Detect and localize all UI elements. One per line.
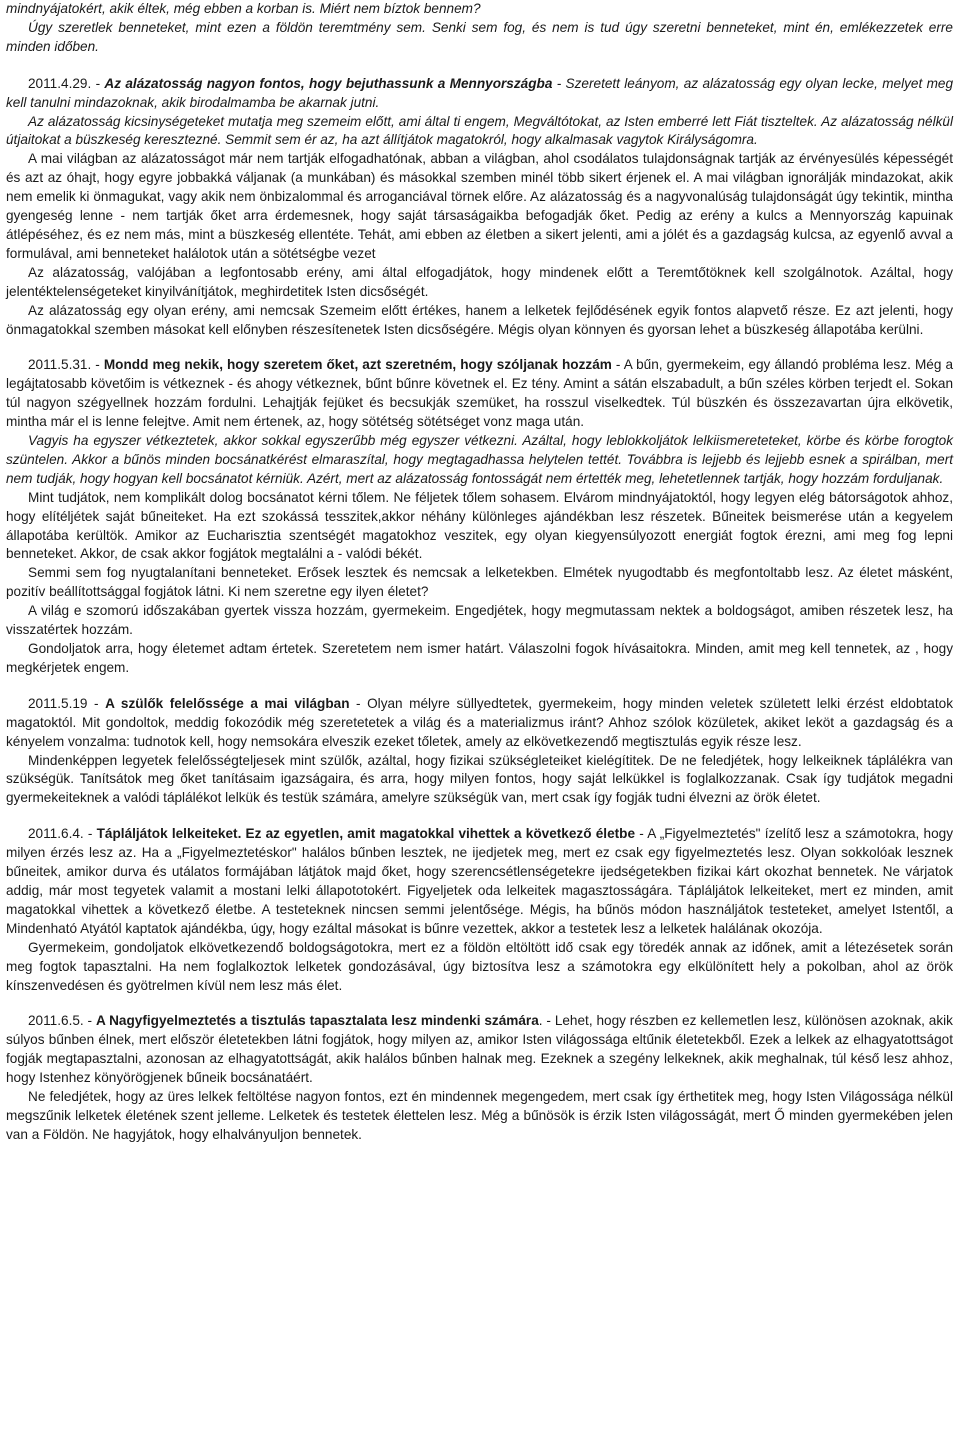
section-1-paragraph: A mai világban az alázatosságot már nem tartják elfogadhatónak, abban a világban, ahol csodálatos tulajdonságnak tartják az érvényesülés képességét és azt az óhajt, hogy egyre jobbakká váljanak (a munkában) és másokkal szemben minél több sikert érjenek el. A mai világban ignorálják mindazokat, akik nem emelik ki önmagukat, vagy akik nem önbizalommal és arroganciával törnek előre. Az alázatosság és a nagyvonalúság tulajdonságát úgy tekintik, mintha gyengeség lenne - nem tartják őket arra érdemesnek, hogy saját társaságaikba befogadják őket. Pedig az erény a kulcs a Mennyország kapuinak átlépéséhez, és ez nem más, mint a büszkeség ellentéte. Tehát, ami ebben az életben a sikert jelenti, ami a jólét és a gazdagság kulcsa, az egyenlő avval a formulával, ami benneteket halálotok után a sötétségbe vezet [6, 151, 953, 261]
intro-line-1: mindnyájatokért, akik éltek, még ebben a korban is. Miért nem bíztok bennem? [6, 1, 481, 16]
section-1-paragraph: Az alázatosság egy olyan erény, ami nemcsak Szemeim előtt értékes, hanem a lelketek fejlődésének egyik fontos alapvető része. Ez azt jelenti, hogy önmagatokkal szemben másokat kell előnyben részesítenetek Isten dicsőségére. Mégis olyan könnyen és gyorsan lehet a büszkeség állapotába kerülni. [6, 302, 953, 337]
section-2-lead [6, 356, 953, 432]
section-4-date: 2011.6.4. - [28, 826, 97, 842]
section-5-lead-text: . - Lehet, hogy részben ez kellemetlen lesz, különösen azoknak, akik súlyos bűnben élnek, mert először életetekben látni fogjátok, hogy milyen az, amikor Isten világossága eltűnik életetekből. Ezek a lelkek az elhagyatottságot fogják megtapasztalni, azonosan az elhagyatottságát, akik halálos bűnben halnak meg. Ezeknek a szegény lelkeknek, akik meghalnak, túl késő lesz ahhoz, hogy Istenhez könyörögjenek bűneik bocsánatáért. [6, 1013, 953, 1086]
section-2-lead-text: - A bűn, gyermekeim, egy állandó probléma lesz. Még a legájtatosabb követőim is vétkeznek - és ahogy vétkeznek, bűnt bűnre követnek el. Ez tény. Amint a sátán elszabadult, a bűn széles körben terjedt el. Sokan túl nagyon szégyellnek hozzám fordulni. Lehajtják fejüket és becsukják szemüket, ha rosszul viselkedtek. Túl büszkén és összezavartan újra elkövetik, mintha már el is lenne felejtve. Amit nem értenek, az, hogy sötétség sötétséget vonz maga után. [6, 357, 954, 430]
section-4-lead-text: - A „Figyelmeztetés" ízelítő lesz a számotokra, hogy milyen érzés lesz az. Ha a „Figyelmeztetéskor" halálos bűnben lesztek, ne ijedjetek meg, mert ez csak egy figyelmeztetés lesz. Olyan sokkolóak lesznek bűneitek, amikor durva és utálatos formájában látjátok majd őket, hogy szerencsétlenségetekre ijedségetekben fizikai kárt okozhat bennetek. Ne várjatok addig, már most tegyetek valamit a mostani lelki állapototokért. Figyeljetek oda lelkeitek magasztosságára. Tápláljátok lelkeiteket, mert ez minden, amit magatokkal vihettek a következő életbe. A testeteknek nincsen semmi jelentősége. Mégis, ha bűnös módon használjátok testeteket, amelyet Istentől, a Mindenható Atyától kaptatok ajándékba, úgy, hogy ezáltal másokat is bűnre vezettek, akkor a testetek lesz a lelketek halálának okozója. [6, 826, 954, 936]
section-5-title: A Nagyfigyelmeztetés a tisztulás tapasztalata lesz mindenki számára [95, 1013, 539, 1029]
section-5-paragraph: Ne feledjétek, hogy az üres lelkek feltöltése nagyon fontos, ezt én mindennek megengedem, mert csak így érthetitek meg, hogy Isten Világossága nélkül megszűnik lelketek életének szent jelleme. Lelketek és testetek élettelen lesz. Még a bűnösök is érzik Isten világosságát, mert Ő minden gyermekében jelen van a Földön. Ne hagyjátok, hogy elhalványuljon bennetek. [6, 1089, 953, 1142]
section-4-title: Tápláljátok lelkeiteket. Ez az egyetlen, amit magatokkal vihettek a következő életbe [96, 826, 636, 842]
section-3-lead-text: - Olyan mélyre süllyedtetek, gyermekeim, hogy minden veletek született lelki érzést eldobtatok magatoktól. Mit gondoltok, meddig fokozódik még szeretetetek a világ és a materializmus iránt? Ahhoz szólok közületek, akiket leköt a gazdagság és a kényelem vonzalma: tudnotok kell, hogy nemsokára elveszik ezeket tőletek, amely az elkövetkezendő megtisztulás egyik része lesz. [6, 695, 953, 749]
section-1-lead-text: - Szeretett leányom, az alázatosság egy olyan lecke, melyet meg kell tanulni mindazoknak, akik birodalmamba be akarnak jutni. [6, 75, 954, 110]
section-2-paragraph: Gondoljatok arra, hogy életemet adtam értetek. Szeretetem nem ismer határt. Válaszolni fogok hívásaitokra. Minden, amit meg kell tennetek, az , hogy megkérjetek engem. [6, 641, 953, 675]
section-1-title: Az alázatosság nagyon fontos, hogy bejuthassunk a Mennyországba [104, 75, 553, 91]
section-2-paragraph: Mint tudjátok, nem komplikált dolog bocsánatot kérni tőlem. Ne féljetek tőlem sohasem. Elvárom mindnyájatoktól, hogy legyen elég bátorságotok ahhoz, hogy elítéljétek saját bűneiteket. Ha ezt szokássá tesszitek,akkor néhány különleges ajándékban lesz részetek. Bűneitek beismerése után a kegyelem állapotába kerültök. Amikor az Eucharisztia szentségét magatokhoz veszitek, egy olyan kiegyensúlyozott energiát fogtok érezni, ami meg fog lepni benneteket. Akkor, de csak akkor fogjátok megtalálni a - valódi békét. [6, 489, 953, 562]
section-5-date: 2011.6.5. - [28, 1013, 96, 1029]
intro-paragraph-2: Úgy szeretlek benneteket, mint ezen a földön teremtmény sem. Senki sem fog, és nem is tud úgy szeretni benneteket, mint én, emlékezzetek erre minden időben. [6, 19, 953, 54]
section-1-date: 2011.4.29. - [28, 75, 105, 91]
section-4-paragraph: Gyermekeim, gondoljatok elkövetkezendő boldogságotokra, mert ez a földön eltöltött idő csak egy töredék annak az időnek, amit a létezésetek során meg fogtok tapasztalni. Ha nem foglalkoztok lelketek gondozásával, úgy biztosítva lesz a számotokra egy elkülönített hely a pokolban, ahol az örök kínszenvedésen és gyötrelmen kívül nem lesz más élet. [6, 939, 953, 993]
section-3-lead [6, 695, 953, 752]
section-1-paragraph: Az alázatosság kicsinységeteket mutatja meg szemeim előtt, ami által ti engem, Megváltótokat, az Isten emberré lett Fiát tiszteltek. Az alázatosság nélkül útjaitokat a büszkeség keresztezné. Semmit sem ér az, ha azt állítjátok magatokról, hogy alkalmasak vagytok Királyságomra. [6, 113, 953, 148]
section-2-title: Mondd meg nekik, hogy szeretem őket, azt szeretném, hogy szóljanak hozzám [103, 357, 612, 373]
section-4-lead [6, 825, 953, 938]
section-2-date: 2011.5.31. - [28, 357, 104, 373]
section-3-title: A szülők felelőssége a mai világban [105, 695, 350, 711]
section-1-paragraph: Az alázatosság, valójában a legfontosabb erény, ami által elfogadjátok, hogy mindenek előtt a Teremtőtöknek kell szolgálnotok. Azáltal, hogy jelentéktelenségeteket kinyilvánítjátok, meghirdetitek Isten dicsőségét. [6, 264, 953, 299]
section-2-paragraph: Semmi sem fog nyugtalanítani benneteket. Erősek lesztek és nemcsak a lelketekben. Elmétek nyugodtabb és megfontoltabb lesz. Az életet másként, pozitív beállítottsággal fogjátok látni. Ki nem szeretne egy ilyen életet? [6, 565, 953, 600]
section-2-paragraph: Vagyis ha egyszer vétkeztetek, akkor sokkal egyszerűbb még egyszer vétkezni. Azáltal, hogy leblokkoljátok lelkiismereteteket, körbe és körbe forogtok szüntelen. Akkor a bűnös minden bocsánatkérést elmaraszítal, hogy megtagadhassa helytelen tettét. Továbbra is lejjebb és lejjebb esnek a spirálban, mert nem tudják, hogy hogyan kell bocsánatot kérniük. Azért, mert az alázatosság fontosságát nem értették meg, lehetetlennek tartják, hogy hozzám forduljanak. [6, 433, 953, 486]
section-2-paragraph: A világ e szomorú időszakában gyertek vissza hozzám, gyermekeim. Engedjétek, hogy megmutassam nektek a boldogságot, amiben részetek lesz, ha visszatértek hozzám. [6, 603, 953, 638]
section-1-lead [6, 75, 953, 113]
section-3-date: 2011.5.19 - [28, 695, 106, 711]
section-5-lead [6, 1012, 953, 1088]
section-3-paragraph: Mindenképpen legyetek felelősségteljesek mint szülők, azáltal, hogy fizikai szükségleteiket kielégítitek. De ne feledjétek, hogy lelkeiknek táplálékra van szükségük. Tanítsátok meg őket tanításaim igazságaira, és arra, hogy milyen fontos, hogy saját lelkükkel is foglalkozzanak. Csak így tudjátok megadni gyermekeiteknek a valódi táplálékot lelkük és testük számára, amelyre szükségük van, mert csak így fogják tudni élvezni az örök életet. [6, 752, 953, 806]
